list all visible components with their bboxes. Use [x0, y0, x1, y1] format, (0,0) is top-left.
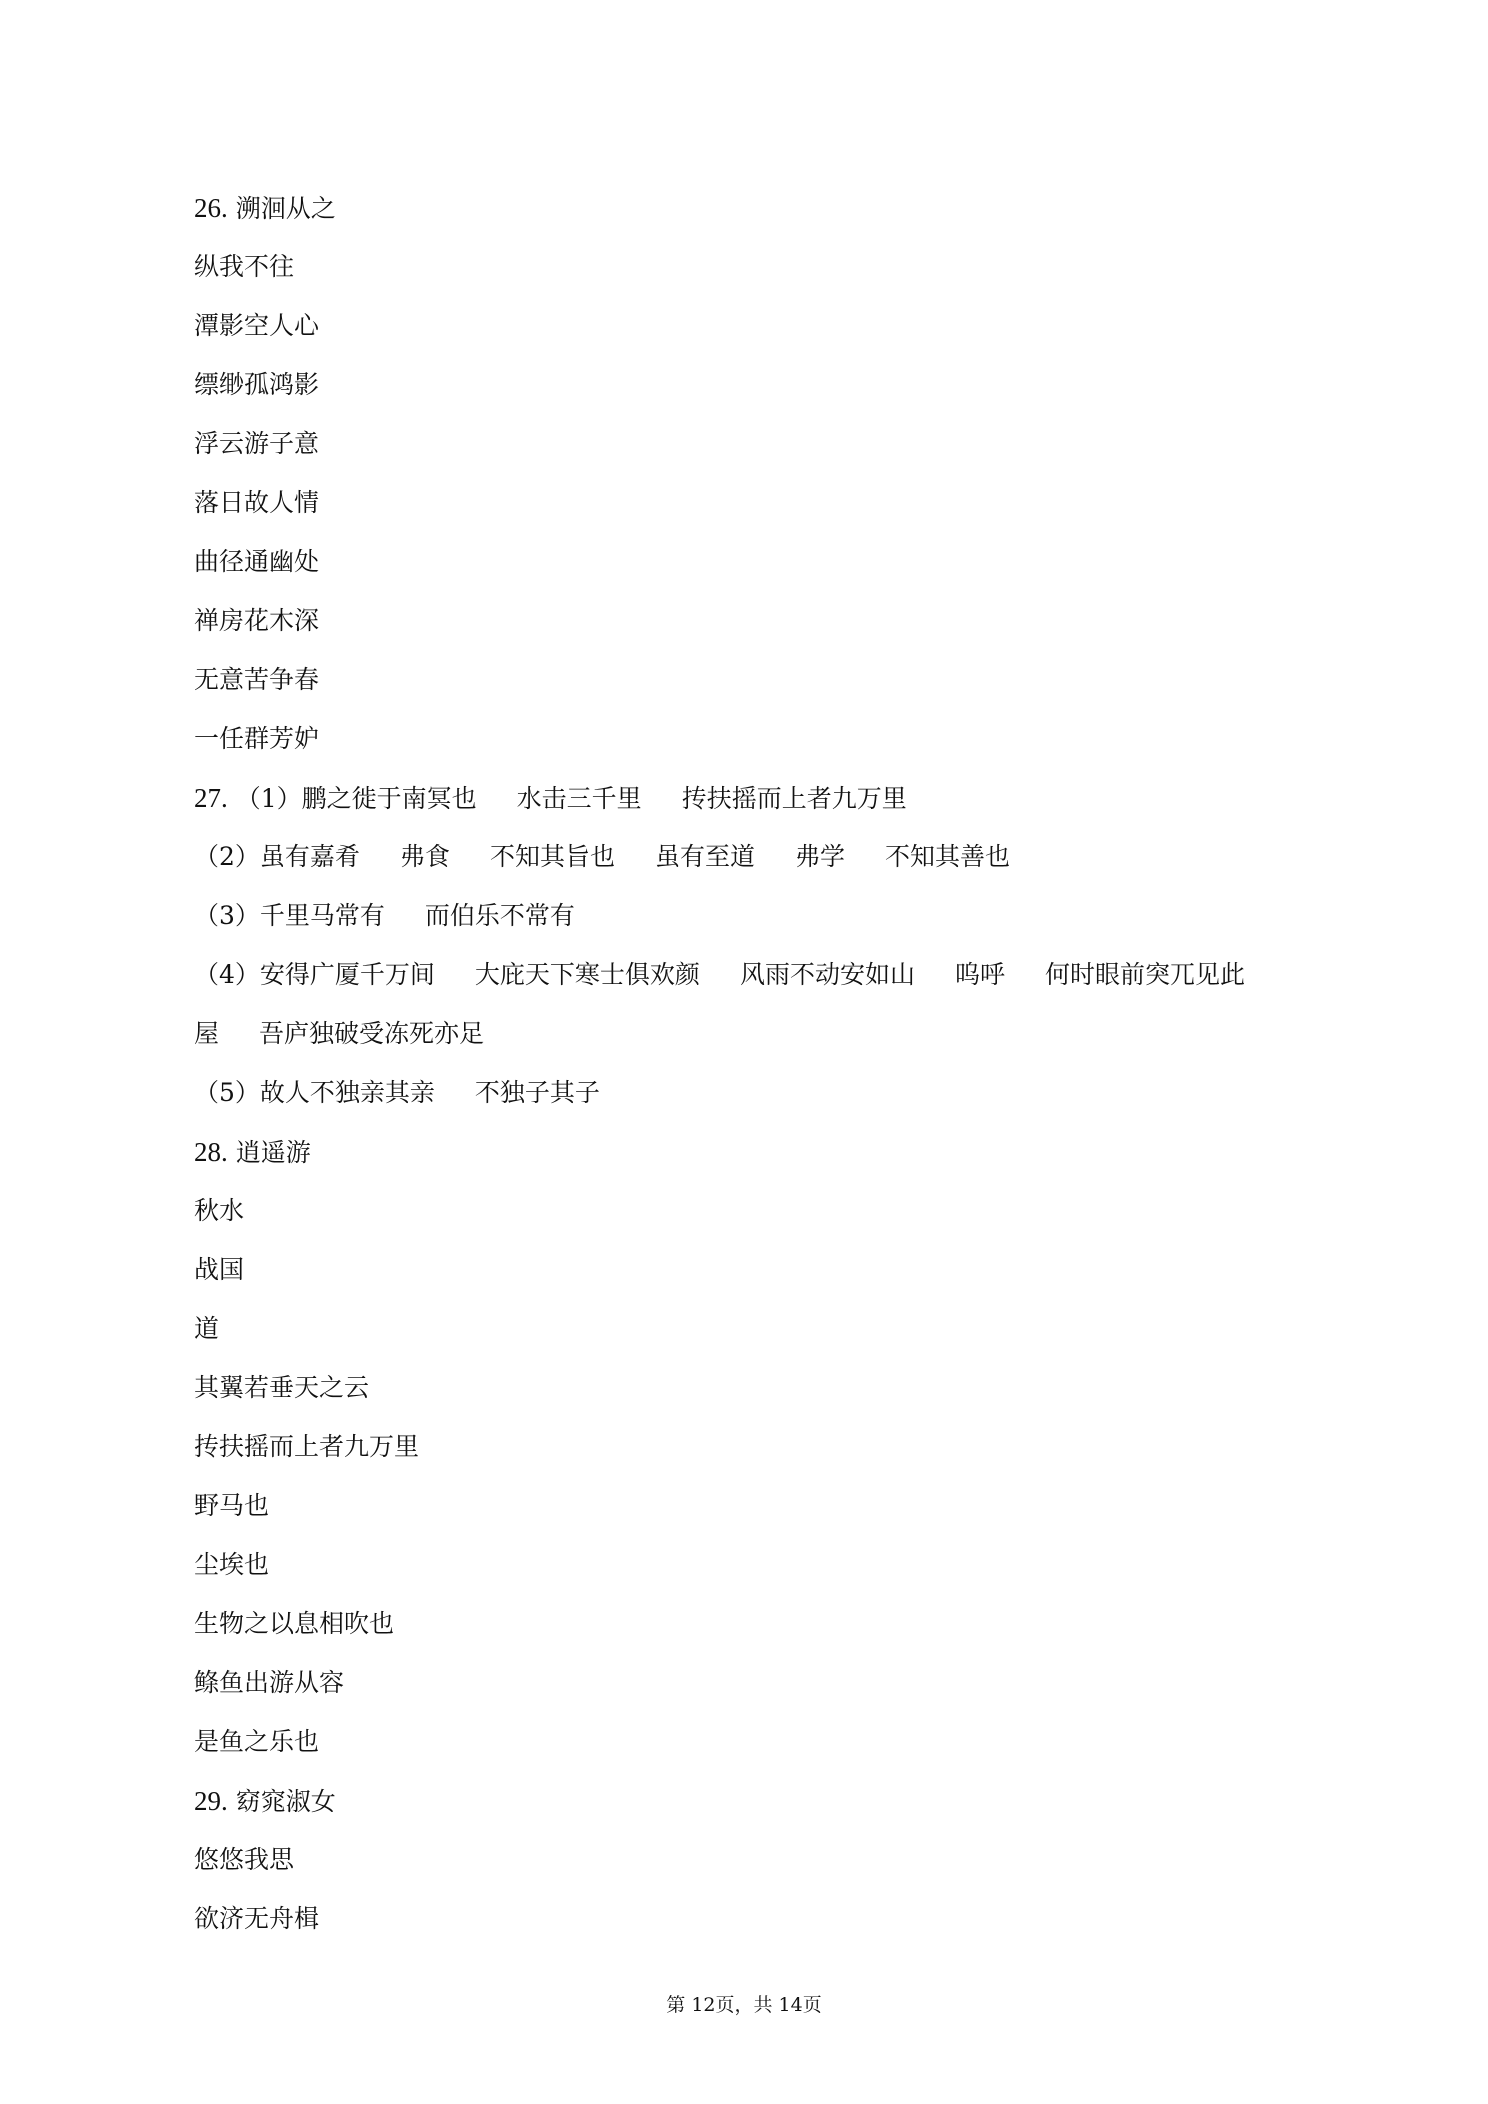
- answer-26-line-6: 落日故人情: [194, 488, 320, 517]
- answer-28-line-4: 道: [194, 1314, 220, 1343]
- question-number: 29.: [194, 1786, 228, 1816]
- answer-28-line-3: 战国: [194, 1255, 245, 1284]
- answer-28-line-9: 生物之以息相吹也: [194, 1609, 395, 1638]
- answer-28-line-8: 尘埃也: [194, 1550, 270, 1579]
- question-number: 27.: [194, 783, 228, 813]
- answer-27-item-5: （5）故人不独亲其亲 不独子其子: [194, 1078, 600, 1107]
- page-footer: 第 12页，共 14页: [666, 1994, 822, 2016]
- answer-27-item-4-continued: 屋 吾庐独破受冻死亦足: [194, 1019, 485, 1048]
- answer-28-line-6: 抟扶摇而上者九万里: [194, 1432, 420, 1461]
- answer-27-item-2: （2）虽有嘉肴 弗食 不知其旨也 虽有至道 弗学 不知其善也: [194, 842, 1010, 871]
- answer-26-line-4: 缥缈孤鸿影: [194, 370, 320, 399]
- answer-28-line-7: 野马也: [194, 1491, 270, 1520]
- answer-26-line-10: 一任群芳妒: [194, 724, 320, 753]
- answer-29-line-3: 欲济无舟楫: [194, 1904, 320, 1933]
- answer-26-line-5: 浮云游子意: [194, 429, 320, 458]
- question-number: 26.: [194, 193, 228, 223]
- answer-26-line-1: 26. 溯洄从之: [194, 193, 336, 223]
- answer-28-line-2: 秋水: [194, 1196, 245, 1225]
- answer-27-item-1: 27. （1）鹏之徙于南冥也 水击三千里 抟扶摇而上者九万里: [194, 783, 907, 813]
- answer-28-line-5: 其翼若垂天之云: [194, 1373, 370, 1402]
- answer-28-line-11: 是鱼之乐也: [194, 1727, 320, 1756]
- answer-26-line-7: 曲径通幽处: [194, 547, 320, 576]
- answer-29-line-2: 悠悠我思: [194, 1845, 295, 1874]
- answer-27-item-3: （3）千里马常有 而伯乐不常有: [194, 901, 575, 930]
- answer-26-line-2: 纵我不往: [194, 252, 295, 281]
- question-number: 28.: [194, 1137, 228, 1167]
- answer-27-item-4: （4）安得广厦千万间 大庇天下寒士俱欢颜 风雨不动安如山 呜呼 何时眼前突兀见此: [194, 960, 1245, 989]
- answer-26-line-3: 潭影空人心: [194, 311, 320, 340]
- answer-29-line-1: 29. 窈窕淑女: [194, 1786, 336, 1816]
- answer-28-line-10: 鲦鱼出游从容: [194, 1668, 345, 1697]
- answer-26-line-9: 无意苦争春: [194, 665, 320, 694]
- answer-28-line-1: 28. 逍遥游: [194, 1137, 311, 1167]
- answer-26-line-8: 禅房花木深: [194, 606, 320, 635]
